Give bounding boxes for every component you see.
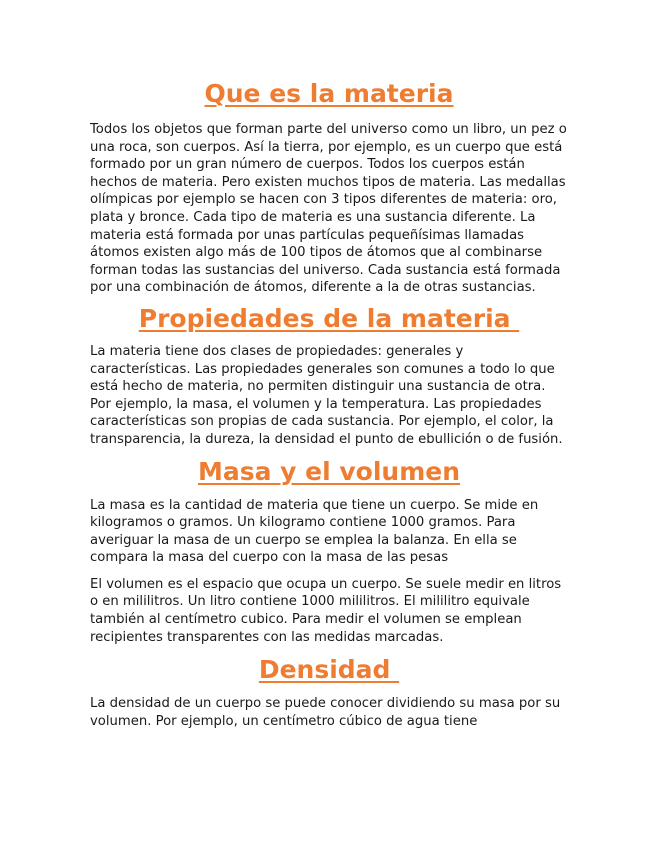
heading-que-es-la-materia: Que es la materia (204, 79, 454, 108)
paragraph-propiedades: La materia tiene dos clases de propiedades: generales y características. Las propiedades generales son comunes a todo lo que está hecho de materia, no permiten distinguir una sustancia de otra. Por ejemplo, la masa, el volumen y la temperatura. Las propiedades características son propias de cada sustancia. Por ejemplo, el color, la transparencia, la dureza, la densidad el punto de ebullición o de fusión. (90, 343, 563, 447)
paragraph-volumen: El volumen es el espacio que ocupa un cuerpo. Se suele medir en litros o en mililitros. Un litro contiene 1000 mililitros. El mililitro equivale también al centímetro cubico. Para medir el volumen se emplean recipientes transparentes con las medidas marcadas. (90, 576, 562, 645)
document-page (90, 72, 568, 730)
heading-propiedades-de-la-materia: Propiedades de la materia (138, 303, 520, 333)
heading-densidad: Densidad (258, 655, 400, 685)
paragraph-materia: Todos los objetos que forman parte del universo como un libro, un pez o una roca, son cuerpos. Así la tierra, por ejemplo, es un cuerpo que está formado por un gran número de cuerpos. Todos los cuerpos están hechos de materia. Pero existen muchos tipos de materia. Las medallas olímpicas por ejemplo se hacen con 3 tipos diferentes de materia: oro, plata y bronce. Cada tipo de materia es una sustancia diferente. La materia está formada por unas partículas pequeñísimas llamadas átomos existen algo más de 100 tipos de átomos que al combinarse forman todas las sustancias del universo. Cada sustancia está formada por una combinación de átomos, diferente a la de otras sustancias. (90, 122, 567, 296)
paragraph-masa: La masa es la cantidad de materia que tiene un cuerpo. Se mide en kilogramos o gramos. Un kilogramo contiene 1000 gramos. Para averiguar la masa de un cuerpo se emplea la balanza. En ella se compara la masa del cuerpo con la masa de las pesas (90, 497, 539, 566)
heading-masa-y-el-volumen: Masa y el volumen (197, 456, 461, 486)
paragraph-densidad: La densidad de un cuerpo se puede conocer dividiendo su masa por su volumen. Por ejemplo, un centímetro cúbico de agua tiene (90, 696, 561, 729)
